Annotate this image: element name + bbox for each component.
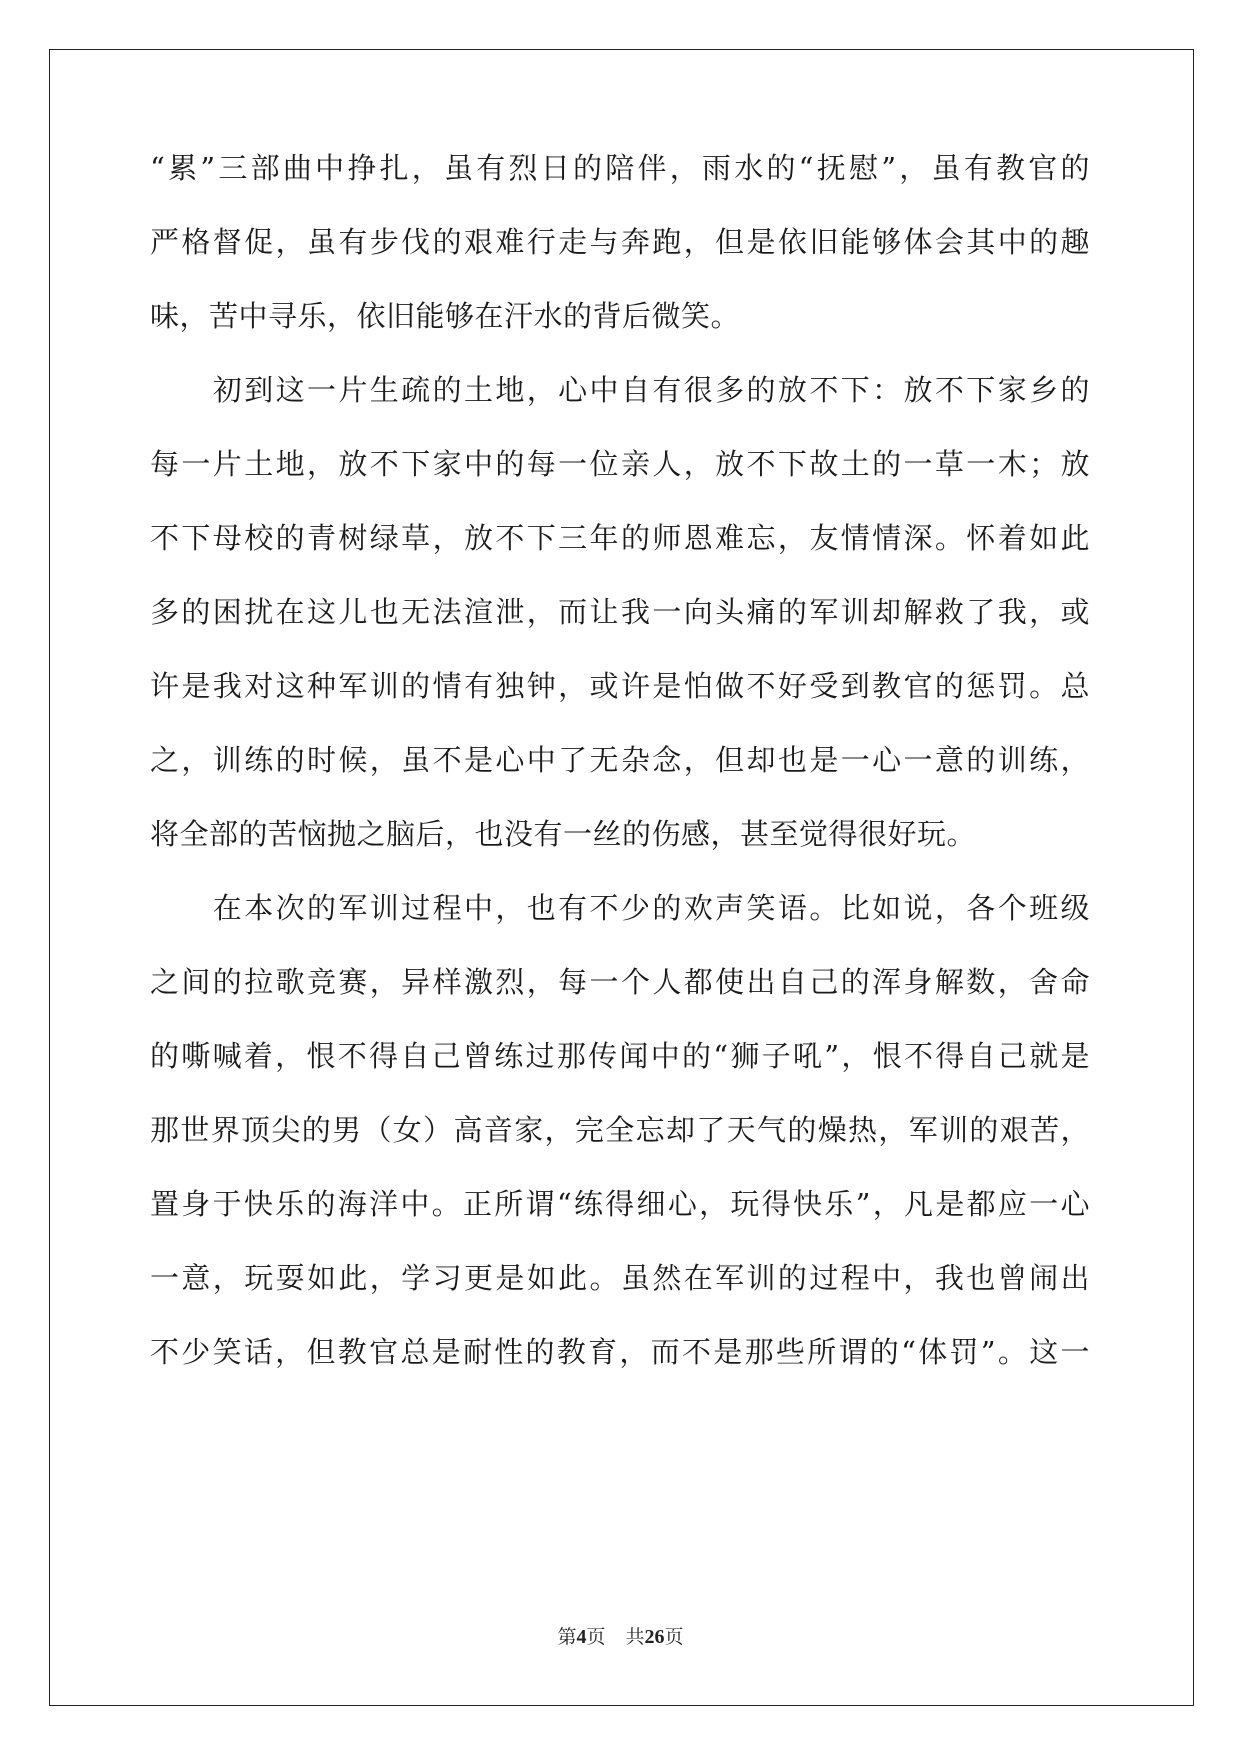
- text-line: 那世界顶尖的男（女）高音家，完全忘却了天气的燥热，军训的艰苦，: [150, 1113, 1090, 1147]
- text-line: 一意，玩耍如此，学习更是如此。虽然在军训的过程中，我也曾闹出: [150, 1261, 1090, 1295]
- footer-total-suffix: 页: [664, 1626, 684, 1648]
- text-line: 初到这一片生疏的土地，心中自有很多的放不下：放不下家乡的: [150, 373, 1090, 407]
- text-line: 严格督促，虽有步伐的艰难行走与奔跑，但是依旧能够体会其中的趣: [150, 225, 1090, 259]
- text-line: 的嘶喊着，恨不得自己曾练过那传闻中的“狮子吼”，恨不得自己就是: [150, 1039, 1090, 1073]
- text-line: 之，训练的时候，虽不是心中了无杂念，但却也是一心一意的训练，: [150, 743, 1090, 777]
- current-page-number: 4: [576, 1626, 587, 1648]
- text-line: 味，苦中寻乐，依旧能够在汗水的背后微笑。: [150, 299, 741, 333]
- text-line: 不少笑话，但教官总是耐性的教育，而不是那些所谓的“体罚”。这一: [150, 1335, 1090, 1369]
- footer-page-suffix: 页: [586, 1626, 606, 1648]
- text-line: 在本次的军训过程中，也有不少的欢声笑语。比如说，各个班级: [150, 891, 1090, 925]
- page-footer: [0, 1625, 1241, 1649]
- text-line: 置身于快乐的海洋中。正所谓“练得细心，玩得快乐”，凡是都应一心: [150, 1187, 1090, 1221]
- text-line: 许是我对这种军训的情有独钟，或许是怕做不好受到教官的惩罚。总: [150, 669, 1090, 703]
- footer-total-prefix: 共: [625, 1626, 645, 1648]
- total-page-count: 26: [644, 1626, 665, 1648]
- text-line: 每一片土地，放不下家中的每一位亲人，放不下故土的一草一木；放: [150, 447, 1090, 481]
- text-line: “累”三部曲中挣扎，虽有烈日的陪伴，雨水的“抚慰”，虽有教官的: [150, 151, 1090, 185]
- text-line: 不下母校的青树绿草，放不下三年的师恩难忘，友情情深。怀着如此: [150, 521, 1090, 555]
- text-line: 多的困扰在这儿也无法渲泄，而让我一向头痛的军训却解救了我，或: [150, 595, 1090, 629]
- text-line: 将全部的苦恼抛之脑后，也没有一丝的伤感，甚至觉得很好玩。: [150, 817, 977, 851]
- footer-prefix: 第: [557, 1626, 577, 1648]
- text-line: 之间的拉歌竞赛，异样激烈，每一个人都使出自己的浑身解数，舍命: [150, 965, 1090, 999]
